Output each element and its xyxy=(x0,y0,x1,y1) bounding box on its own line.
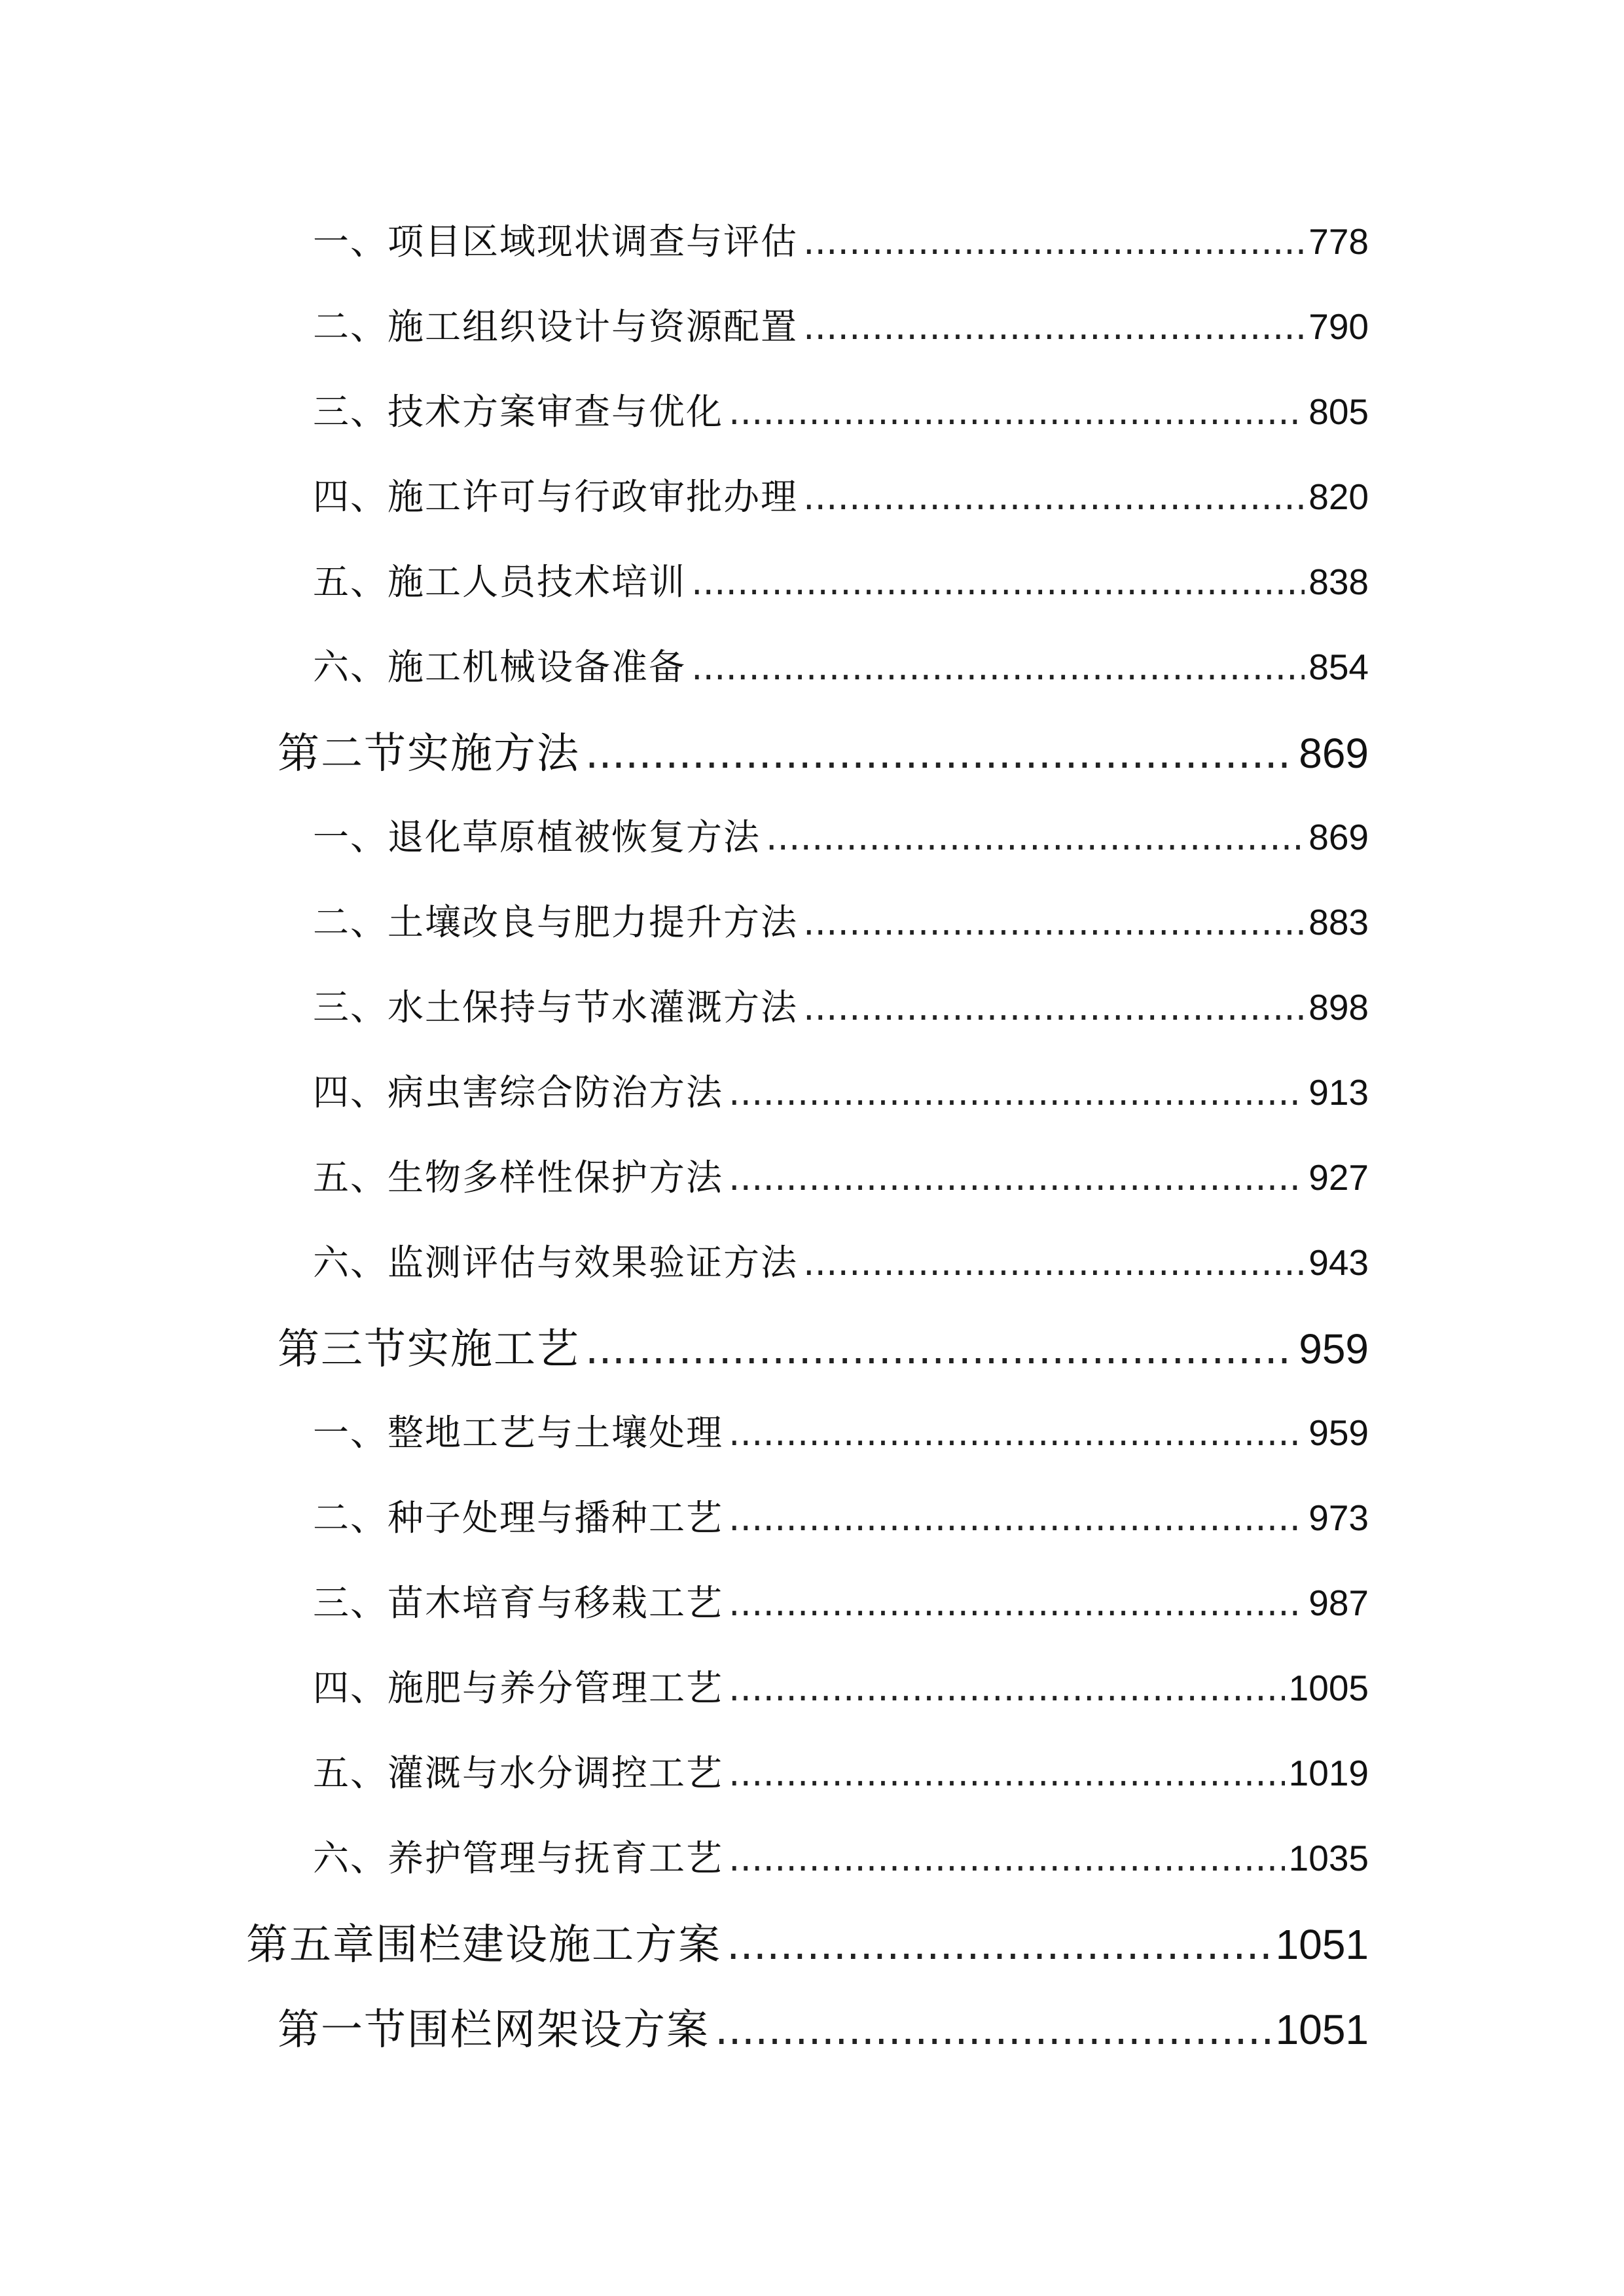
toc-entry-page: 820 xyxy=(1308,476,1369,517)
toc-dot-leader xyxy=(803,1242,1305,1283)
toc-entry-title: 第二节实施方法 xyxy=(278,730,580,778)
toc-entry-page: 898 xyxy=(1308,987,1369,1028)
toc-entry-page: 913 xyxy=(1308,1072,1369,1113)
toc-entry[interactable] xyxy=(313,893,1369,945)
toc-dot-leader xyxy=(729,1752,1285,1794)
toc-dot-leader xyxy=(585,1325,1295,1374)
toc-entry-title: 五、灌溉与水分调控工艺 xyxy=(313,1752,724,1794)
toc-entry-title: 六、施工机械设备准备 xyxy=(313,646,687,688)
toc-dot-leader xyxy=(691,646,1305,688)
toc-dot-leader xyxy=(729,1582,1305,1624)
toc-chapter-entry[interactable] xyxy=(246,1911,1369,1971)
toc-entry-title: 五、生物多样性保护方法 xyxy=(313,1157,724,1198)
toc-entry[interactable] xyxy=(313,468,1369,520)
toc-entry-page: 838 xyxy=(1308,562,1369,602)
toc-entry-page: 869 xyxy=(1299,730,1369,777)
toc-dot-leader xyxy=(729,391,1305,433)
toc-dot-leader xyxy=(729,1497,1305,1539)
toc-entry[interactable] xyxy=(313,1829,1369,1881)
toc-dot-leader xyxy=(803,986,1305,1028)
toc-section-entry[interactable] xyxy=(278,1316,1369,1376)
toc-entry-page: 1005 xyxy=(1288,1668,1369,1708)
toc-entry-title: 一、整地工艺与土壤处理 xyxy=(313,1412,724,1454)
toc-entry[interactable] xyxy=(313,808,1369,860)
toc-dot-leader xyxy=(585,730,1295,778)
toc-entry-title: 五、施工人员技术培训 xyxy=(313,561,687,603)
toc-entry-title: 一、项目区域现状调查与评估 xyxy=(313,221,799,262)
toc-entry[interactable] xyxy=(313,978,1369,1030)
toc-entry-page: 959 xyxy=(1299,1325,1369,1372)
toc-entry-title: 四、施肥与养分管理工艺 xyxy=(313,1667,724,1709)
toc-dot-leader xyxy=(803,901,1305,943)
toc-entry[interactable] xyxy=(313,1234,1369,1285)
toc-entry-page: 790 xyxy=(1308,306,1369,347)
toc-entry-title: 四、施工许可与行政审批办理 xyxy=(313,476,799,518)
toc-dot-leader xyxy=(803,306,1305,348)
toc-entry-title: 第一节围栏网架设方案 xyxy=(278,2006,710,2054)
toc-entry-title: 第五章围栏建设施工方案 xyxy=(246,1921,721,1969)
toc-entry[interactable] xyxy=(313,1574,1369,1626)
toc-section-entry[interactable] xyxy=(278,720,1369,780)
toc-entry[interactable] xyxy=(313,1659,1369,1711)
toc-entry-title: 三、技术方案审查与优化 xyxy=(313,391,724,433)
toc-entry-title: 二、种子处理与播种工艺 xyxy=(313,1497,724,1539)
toc-dot-leader xyxy=(803,221,1305,262)
toc-entry-title: 二、土壤改良与肥力提升方法 xyxy=(313,901,799,943)
toc-entry-page: 1019 xyxy=(1288,1753,1369,1793)
toc-entry-title: 六、监测评估与效果验证方法 xyxy=(313,1242,799,1283)
toc-dot-leader xyxy=(727,1921,1272,1969)
toc-entry-page: 973 xyxy=(1308,1498,1369,1538)
toc-entry[interactable] xyxy=(313,1489,1369,1541)
toc-entry-page: 1051 xyxy=(1275,2006,1369,2053)
toc-entry[interactable] xyxy=(313,383,1369,435)
toc-entry-page: 883 xyxy=(1308,902,1369,942)
toc-dot-leader xyxy=(729,1837,1285,1879)
toc-entry[interactable] xyxy=(313,1064,1369,1115)
toc-dot-leader xyxy=(803,476,1305,518)
toc-dot-leader xyxy=(766,816,1305,858)
toc-entry[interactable] xyxy=(313,298,1369,350)
toc-dot-leader xyxy=(729,1071,1305,1113)
toc-entry-page: 987 xyxy=(1308,1583,1369,1623)
toc-entry[interactable] xyxy=(313,1149,1369,1200)
toc-entry-title: 第三节实施工艺 xyxy=(278,1325,580,1374)
toc-entry-title: 三、苗木培育与移栽工艺 xyxy=(313,1582,724,1624)
toc-entry-page: 1051 xyxy=(1275,1921,1369,1968)
toc-entry-title: 三、水土保持与节水灌溉方法 xyxy=(313,986,799,1028)
toc-entry[interactable] xyxy=(313,553,1369,605)
toc-entry-page: 805 xyxy=(1308,391,1369,432)
toc-entry[interactable] xyxy=(313,638,1369,690)
toc-entry-page: 854 xyxy=(1308,647,1369,687)
toc-entry-title: 四、病虫害综合防治方法 xyxy=(313,1071,724,1113)
toc-section-entry[interactable] xyxy=(278,1996,1369,2056)
toc-entry[interactable] xyxy=(313,1404,1369,1456)
toc-entry-page: 1035 xyxy=(1288,1838,1369,1878)
toc-dot-leader xyxy=(715,2006,1272,2054)
toc-dot-leader xyxy=(691,561,1305,603)
toc-entry-title: 二、施工组织设计与资源配置 xyxy=(313,306,799,348)
toc-dot-leader xyxy=(729,1157,1305,1198)
toc-entry-title: 六、养护管理与抚育工艺 xyxy=(313,1837,724,1879)
toc-dot-leader xyxy=(729,1412,1305,1454)
toc-dot-leader xyxy=(729,1667,1285,1709)
toc-entry[interactable] xyxy=(313,1744,1369,1796)
toc-entry-page: 869 xyxy=(1308,817,1369,857)
toc-entry-page: 927 xyxy=(1308,1157,1369,1198)
toc-entry-page: 778 xyxy=(1308,221,1369,262)
toc-entry-page: 959 xyxy=(1308,1412,1369,1453)
toc-entry[interactable] xyxy=(313,213,1369,264)
toc-entry-page: 943 xyxy=(1308,1242,1369,1283)
toc-entry-title: 一、退化草原植被恢复方法 xyxy=(313,816,761,858)
